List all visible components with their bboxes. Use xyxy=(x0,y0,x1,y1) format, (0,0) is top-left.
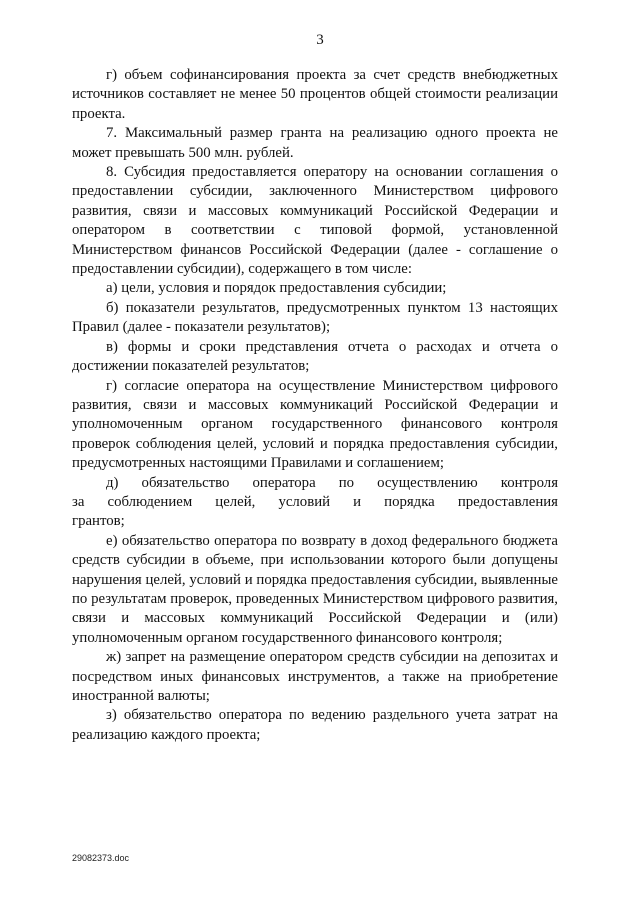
paragraph-8-subsidy: 8. Субсидия предоставляется оператору на основании соглашения о предоставлении субсидии, заключенного Министерством цифрового развития, связи и массовых коммуникаций Российской Федерации и оператором в соответствии с типовой формой, установленной Министерством финансов Российской Федерации (далее - соглашение о предоставлении субсидии), содержащего в том числе: xyxy=(72,164,558,278)
paragraph-7-max-grant: 7. Максимальный размер гранта на реализацию одного проекта не может превышать 500 млн. рублей. xyxy=(72,125,558,161)
paragraph-g-cofinancing: г) объем софинансирования проекта за счет средств внебюджетных источников составляет не менее 50 процентов общей стоимости реализации проекта. xyxy=(72,67,558,122)
paragraph-d-line-2: за соблюдением целей, условий и порядка предоставления xyxy=(72,493,558,510)
paragraph-b-indicators: б) показатели результатов, предусмотренных пунктом 13 настоящих Правил (далее - показатели результатов); xyxy=(72,299,558,336)
page-number: 3 xyxy=(316,32,324,48)
paragraph-g-consent: г) согласие оператора на осуществление Министерством цифрового развития, связи и массовых коммуникаций Российской Федерации и уполномоченным органом государственного финансового контроля проверок соблюдения целей, условий и порядка предоставления субсидии, предусмотренных настоящими Правилами и соглашением; xyxy=(72,377,558,472)
paragraph-d-line-1: д) обязательство оператора по осуществлению контроля xyxy=(106,474,558,491)
paragraph-a-goals: а) цели, условия и порядок предоставления субсидии; xyxy=(106,280,447,297)
paragraph-d-control xyxy=(72,474,558,532)
paragraph-z-separate-accounting: з) обязательство оператора по ведению раздельного учета затрат на реализацию каждого проекта; xyxy=(72,707,558,743)
footer-file-name: 29082373.doc xyxy=(72,853,130,863)
paragraph-zh-deposit-ban: ж) запрет на размещение оператором средств субсидии на депозитах и посредством иных финансовых инструментов, а также на приобретение иностранной валюты; xyxy=(72,649,558,704)
paragraph-d-line-3: грантов; xyxy=(72,513,125,530)
document-body xyxy=(72,66,558,745)
paragraph-v-reports: в) формы и сроки представления отчета о расходах и отчета о достижении показателей результатов; xyxy=(72,338,558,375)
paragraph-e-refund: е) обязательство оператора по возврату в доход федерального бюджета средств субсидии в объеме, при использовании которого были допущены нарушения целей, условий и порядка предоставления субсидии, выявленные по результатам проверок, проведенных Министерством цифрового развития, связи и массовых коммуникаций Российской Федерации и (или) уполномоченным органом государственного финансового контроля; xyxy=(72,532,558,646)
